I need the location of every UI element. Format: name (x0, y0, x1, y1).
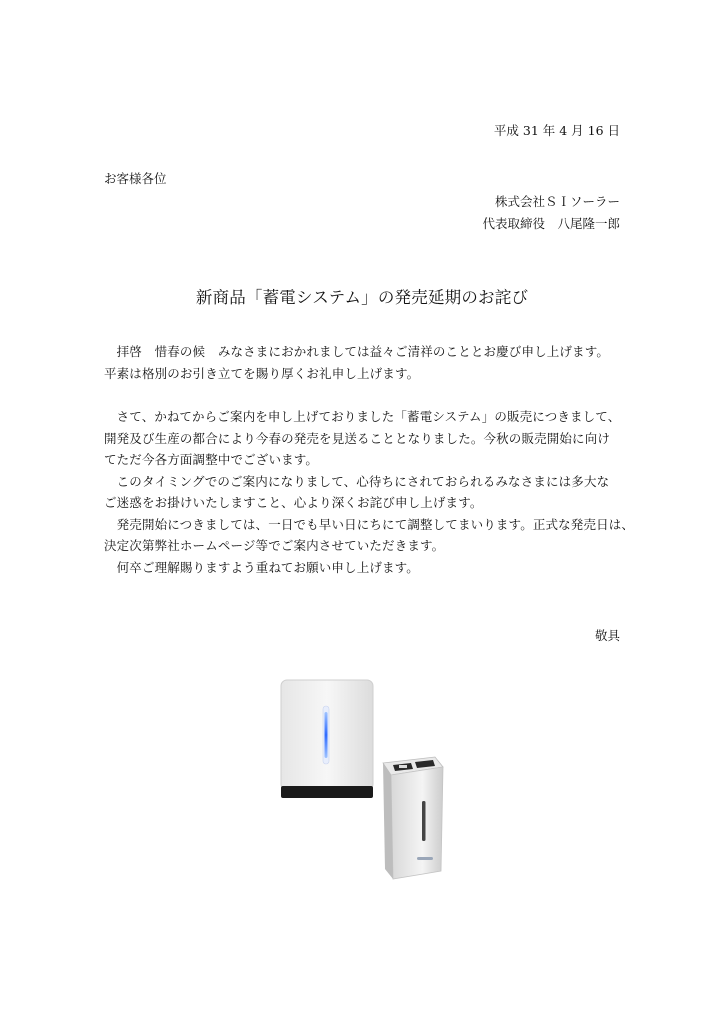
closing-word: 敬具 (594, 628, 620, 643)
text-line: てただ今各方面調整中でございます。 (104, 452, 319, 467)
text-line: 平素は格別のお引き立てを賜り厚くお礼申し上げます。 (104, 365, 420, 381)
letter-date: 平成 31 年 4 月 16 日 (493, 123, 620, 138)
text-line: 何卒ご理解賜りますよう重ねてお願い申し上げます。 (104, 559, 419, 575)
sender-company: 株式会社ＳＩソーラー (494, 194, 620, 209)
battery-unit-angled-image (377, 753, 445, 881)
sender-block (482, 191, 620, 235)
text-line: このタイミングでのご案内になりまして、心待ちにされておられるみなさまには多大な (104, 473, 610, 489)
letter-title: 新商品「蓄電システム」の発売延期のお詫び (195, 288, 529, 307)
battery-unit-front-image (279, 678, 375, 800)
text-line: 発売開始につきましては、一日でも早い日にちにて調整してまいります。正式な発売日は、 (104, 516, 635, 532)
text-line: 決定次第弊社ホームページ等でご案内させていただきます。 (104, 538, 445, 553)
paragraph-main (104, 406, 635, 578)
text-line: さて、かねてからご案内を申し上げておりました「蓄電システム」の販売につきまして、 (104, 409, 621, 424)
text-line: 拝啓 惜春の候 みなさまにおかれましては益々ご清祥のこととお慶び申し上げます。 (104, 344, 610, 359)
text-line: ご迷惑をお掛けいたしますこと、心より深くお詫び申し上げます。 (104, 495, 483, 510)
paragraph-greeting (104, 341, 624, 384)
text-line: 開発及び生産の都合により今春の発売を見送ることとなりました。今秋の販売開始に向け (104, 430, 611, 446)
recipient: お客様各位 (104, 171, 167, 186)
sender-representative: 代表取締役 八尾隆一郎 (482, 216, 620, 231)
